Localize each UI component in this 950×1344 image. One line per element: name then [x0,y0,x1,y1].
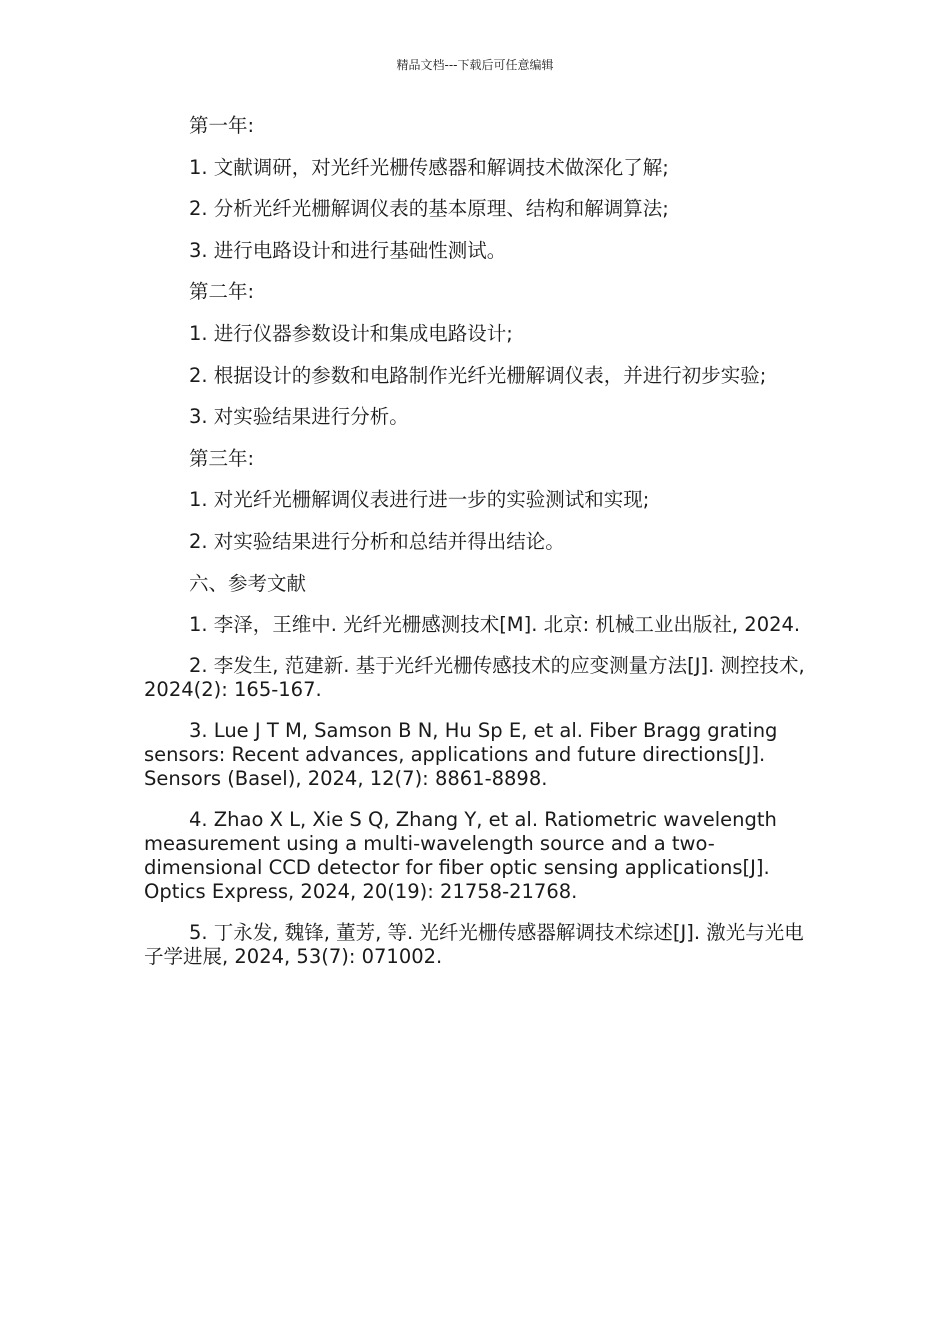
year3-heading: 第三年: [189,446,255,470]
reference-item-4: 4. Zhao X L, Xie S Q, Zhang Y, et al. Ratiometric wavelength measurement using a multi-wavelength source and a two-dimensional CCD detector for fiber optic sensing applications[J]. Optics Express, 2024, 20(19): 21758-21768. [144,808,777,904]
page-header: 精品文档---下载后可任意编辑 [396,58,554,72]
year1-item-3: 3. 进行电路设计和进行基础性测试。 [189,238,507,262]
document-body [144,114,812,986]
year3-item-1: 1. 对光纤光栅解调仪表进行进一步的实验测试和实现; [189,488,650,512]
reference-item-1: 1. 李泽，王维中. 光纤光栅感测技术[M]. 北京: 机械工业出版社, 2024. [189,613,801,637]
year2-item-1: 1. 进行仪器参数设计和集成电路设计; [189,321,513,345]
year2-item-2: 2. 根据设计的参数和电路制作光纤光栅解调仪表，并进行初步实验; [189,363,767,387]
references-heading: 六、参考文献 [189,571,307,595]
year1-heading: 第一年: [189,114,255,137]
reference-item-3: 3. Lue J T M, Samson B N, Hu Sp E, et al. Fiber Bragg grating sensors: Recent advances, applications and future directions[J]. Sensors (Basel), 2024, 12(7): 8861-8898. [144,719,778,791]
reference-item-2: 2. 李发生, 范建新. 基于光纤光栅传感技术的应变测量方法[J]. 测控技术, 2024(2): 165-167. [144,654,805,702]
year3-item-2: 2. 对实验结果进行分析和总结并得出结论。 [189,529,565,553]
year1-item-1: 1. 文献调研，对光纤光栅传感器和解调技术做深化了解; [189,155,669,179]
reference-item-5: 5. 丁永发, 魏锋, 董芳, 等. 光纤光栅传感器解调技术综述[J]. 激光与光电子学进展, 2024, 53(7): 071002. [144,921,804,969]
year1-item-2: 2. 分析光纤光栅解调仪表的基本原理、结构和解调算法; [189,197,669,221]
year2-heading: 第二年: [189,280,255,304]
year2-item-3: 3. 对实验结果进行分析。 [189,405,409,429]
